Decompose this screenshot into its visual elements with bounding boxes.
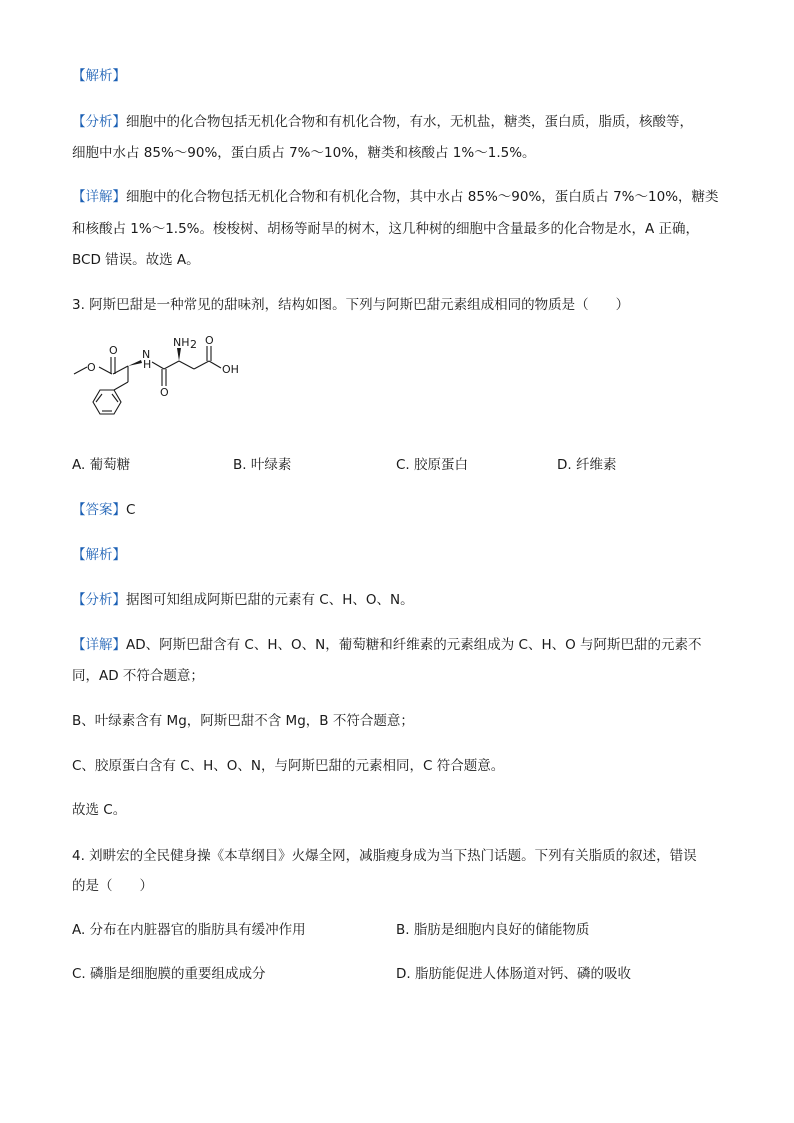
atom-o-amide: O xyxy=(160,386,169,399)
q3-option-d: D. 纤维素 xyxy=(557,457,617,473)
q3-line-c: C、胶原蛋白含有 C、H、O、N，与阿斯巴甜的元素相同，C 符合题意。 xyxy=(72,758,505,774)
atom-n: N xyxy=(142,348,151,361)
bond-ch2-phenyl xyxy=(114,382,128,390)
q3-analysis-heading xyxy=(72,545,126,565)
q2-fenxi-line2: 细胞中水占 85%～90%，蛋白质占 7%～10%，糖类和核酸占 1%～1.5%。 xyxy=(72,145,536,161)
q2-analysis-heading xyxy=(72,66,126,86)
q3-xiangjie-text1: AD、阿斯巴甜含有 C、H、O、N，葡萄糖和纤维素的元素组成为 C、H、O 与阿斯巴甜的元素不 xyxy=(126,637,702,653)
atom-o-ester: O xyxy=(87,361,96,374)
atom-nh2: NH xyxy=(173,336,190,349)
q4-stem-line1: 4. 刘畊宏的全民健身操《本草纲目》火爆全网，减脂瘦身成为当下热门话题。下列有关脂质的叙述，错误 xyxy=(72,848,697,864)
bond-o-ester-c xyxy=(99,367,112,374)
answer-tag: 【答案】 xyxy=(72,502,126,518)
bond-ch2-acid xyxy=(194,361,209,369)
bond-methyl-o xyxy=(74,367,87,374)
q2-xiangjie-line3: BCD 错误。故选 A。 xyxy=(72,252,200,268)
q2-xiangjie-text1: 细胞中的化合物包括无机化合物和有机化合物，其中水占 85%～90%，蛋白质占 7%～10%，糖类 xyxy=(126,189,719,205)
bond-calpha-ch2 xyxy=(179,361,194,369)
q3-xiangjie-line1 xyxy=(72,635,702,655)
q3-answer-line xyxy=(72,500,135,520)
q2-xiangjie-line2: 和核酸占 1%～1.5%。梭梭树、胡杨等耐旱的树木，这几种树的细胞中含量最多的化合物是水，A 正确， xyxy=(72,221,700,237)
q3-answer: C xyxy=(126,502,136,518)
xiangjie-tag: 【详解】 xyxy=(72,189,126,205)
q3-conclusion: 故选 C。 xyxy=(72,802,127,818)
fenxi-tag: 【分析】 xyxy=(72,592,126,608)
q3-fenxi-line xyxy=(72,590,414,610)
xiangjie-tag: 【详解】 xyxy=(72,637,126,653)
q2-fenxi-line1 xyxy=(72,112,693,132)
q3-option-c: C. 胶原蛋白 xyxy=(396,457,469,473)
wedge-nh2 xyxy=(177,348,181,361)
analysis-tag: 【解析】 xyxy=(72,68,126,84)
q4-option-d: D. 脂肪能促进人体肠道对钙、磷的吸收 xyxy=(396,966,631,982)
phenyl-ring xyxy=(93,390,121,414)
q3-xiangjie-line2: 同，AD 不符合题意； xyxy=(72,668,204,684)
atom-o-carbonyl1: O xyxy=(109,344,118,357)
q4-option-c: C. 磷脂是细胞膜的重要组成成分 xyxy=(72,966,266,982)
bond-n-amide-c xyxy=(152,362,164,369)
q3-option-a: A. 葡萄糖 xyxy=(72,457,131,473)
bond-acid-oh xyxy=(209,361,221,368)
atom-o-acid: O xyxy=(205,334,214,347)
q4-stem-line2: 的是（ ） xyxy=(72,878,153,894)
q2-fenxi-text1: 细胞中的化合物包括无机化合物和有机化合物，有水，无机盐，糖类，蛋白质，脂质，核酸等， xyxy=(126,114,693,130)
q2-xiangjie-line1 xyxy=(72,187,719,207)
atom-nh2-sub: 2 xyxy=(190,338,197,351)
q3-stem: 3. 阿斯巴甜是一种常见的甜味剂，结构如图。下列与阿斯巴甜元素组成相同的物质是（ ） xyxy=(72,297,630,313)
atom-h: H xyxy=(143,358,152,371)
aspartame-structure-diagram xyxy=(72,334,252,434)
q3-fenxi-text: 据图可知组成阿斯巴甜的元素有 C、H、O、N。 xyxy=(126,592,414,608)
fenxi-tag: 【分析】 xyxy=(72,114,126,130)
atom-oh: OH xyxy=(222,363,239,376)
q3-line-b: B、叶绿素含有 Mg，阿斯巴甜不含 Mg，B 不符合题意； xyxy=(72,713,414,729)
q4-option-a: A. 分布在内脏器官的脂肪具有缓冲作用 xyxy=(72,922,306,938)
q3-option-b: B. 叶绿素 xyxy=(233,457,292,473)
bond-amide-calpha xyxy=(164,361,179,369)
q4-option-b: B. 脂肪是细胞内良好的储能物质 xyxy=(396,922,590,938)
wedge-alpha-n xyxy=(128,360,142,366)
analysis-tag: 【解析】 xyxy=(72,547,126,563)
